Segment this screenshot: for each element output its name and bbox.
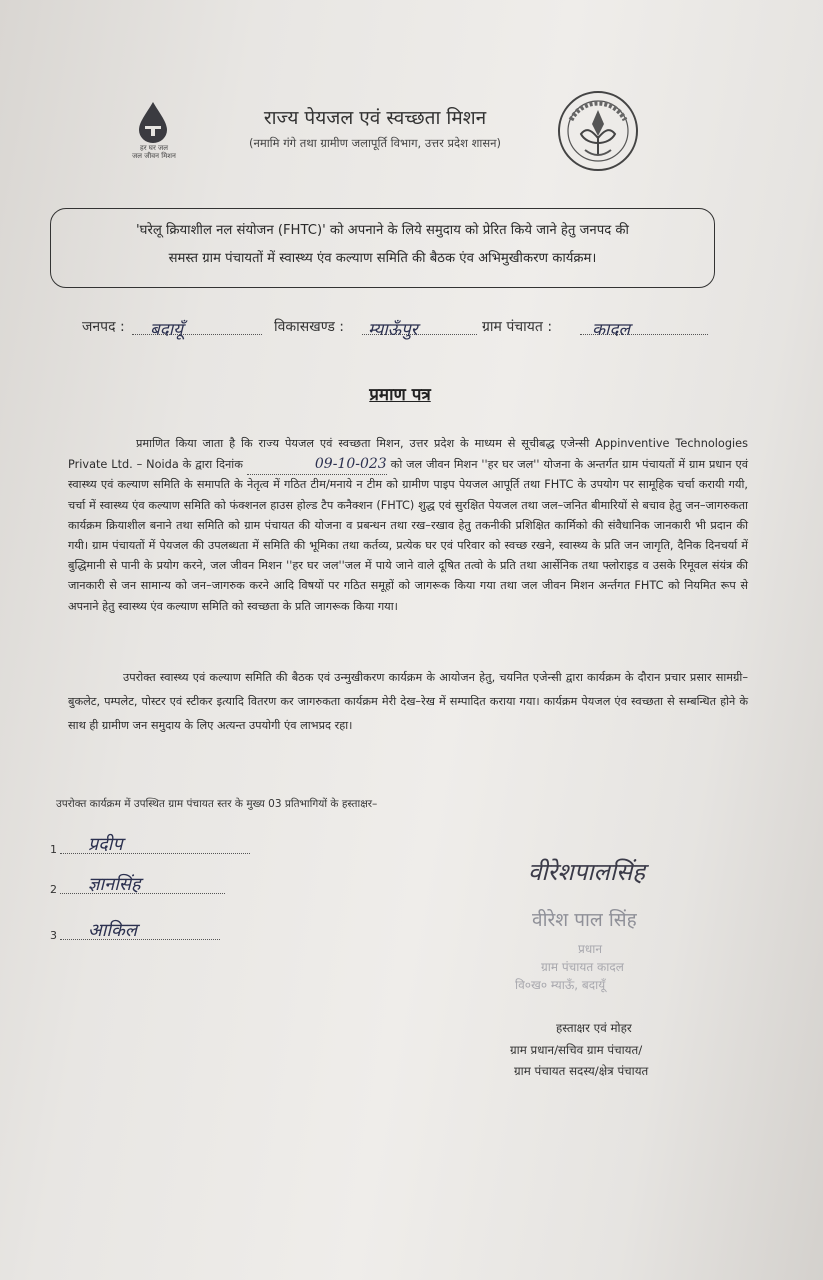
panchayat-label: ग्राम पंचायत : bbox=[482, 319, 553, 335]
location-fields bbox=[72, 317, 752, 347]
block-label: विकासखण्ड : bbox=[274, 319, 345, 335]
participant-number: 1 bbox=[50, 843, 57, 856]
participants-note: उपरोक्त कार्यक्रम में उपस्थित ग्राम पंचायत स्तर के मुख्य 03 प्रतिभागियों के हस्ताक्षर– bbox=[56, 798, 378, 810]
up-government-emblem-icon bbox=[557, 90, 639, 172]
participant-number: 2 bbox=[50, 883, 57, 896]
paragraph1-before-date: प्रमाणित किया जाता है कि राज्य पेयजल एवं स्वच्छता मिशन, उत्तर प्रदेश के माध्यम से सूचीबद्ध एजेन्सी Appinventive Technologies Private Ltd. – Noida के द्वारा दिनांक bbox=[68, 437, 748, 472]
paragraph1-after-date: को जल जीवन मिशन ''हर घर जल'' योजना के अन्तर्गत ग्राम पंचायतों में ग्राम प्रधान एवं स्वास्थ्य एवं कल्याण समिति के समापति के नेतृत्व में गठित टीम/मनाये न टीम को ग्रामीण पाइप पेयजल आपूर्ति तथा FHTC के उपयोग पर सामूहिक चर्चा करायी गयी, चर्चा में स्वास्थ्य एंव कल्याण समिति को फंक्शनल हाउस होल्ड टैप कनैक्शन (FHTC) शुद्ध एवं सुरक्षित पेयजल तथा जल–जनित बीमारियों से बचाव हेतु जन–जागरुकता कार्यक्रम क्रियाशील बनाने तथा समिति को ग्राम पंचायत की योजना व प्रबन्धन तथा रख–रखाव हेतु तकनीकी प्रशिक्षित कार्मिको की संवैधानिक जानकारी भी प्रदान की गयी। ग्राम पंचायतों में पेयजल की उपलब्धता में समिति की भूमिका तथा कर्तव्य, प्रत्येक घर एवं परिवार को स्वच्छ रखने, स्वास्थ्य के प्रति जन जागृति, दैनिक दिनचर्या में बुद्धिमानी से पानी के प्रयोग करने, जल जीवन मिशन ''हर घर जल''जल में पाये जाने वाले दूषित तत्वो के प्रति तथा आर्सेनिक तथा फ्लोराइड व उसके रिमूवल संयंत्र की जानकारी से जन सामान्य को जन–जागरुक करने आदि विषयों पर गठित समूहों को जागरूक किया गया तथा जल जीवन मिशन अर्न्तगत FHTC को नियमित रूप से अपनाने हेतु स्वास्थ्य एंव कल्याण समिति को स्वच्छता के प्रति जागरूक किया गया। bbox=[68, 458, 748, 613]
participant-number: 3 bbox=[50, 929, 57, 942]
participant-signature-row bbox=[50, 872, 245, 898]
header-title: राज्य पेयजल एवं स्वच्छता मिशन bbox=[263, 107, 487, 129]
certificate-title: प्रमाण पत्र bbox=[369, 385, 431, 405]
block-value: म्याऊँपुर bbox=[368, 320, 418, 340]
signature-dotline bbox=[60, 893, 225, 894]
signatory-roles-line-1: ग्राम प्रधान/सचिव ग्राम पंचायत/ bbox=[510, 1043, 643, 1057]
participant-signature: प्रदीप bbox=[88, 834, 123, 855]
program-date: 09-10-023 bbox=[247, 454, 387, 475]
header-subtitle: (नमामि गंगे तथा ग्रामीण जलापूर्ति विभाग, उत्तर प्रदेश शासन) bbox=[248, 136, 502, 150]
participant-signature: ज्ञानसिंह bbox=[88, 874, 141, 895]
signatory-roles-line-2: ग्राम पंचायत सदस्य/क्षेत्र पंचायत bbox=[514, 1064, 649, 1078]
banner-line-1: 'घरेलू क्रियाशील नल संयोजन (FHTC)' को अपनाने के लिये समुदाय को प्रेरित किये जाने हेतु जनपद की bbox=[136, 223, 629, 238]
certificate-paragraph-2: उपरोक्त स्वास्थ्य एवं कल्याण समिति की बैठक एवं उन्मुखीकरण कार्यक्रम के आयोजन हेतु, चयनित एजेन्सी द्वारा कार्यक्रम के दौरान प्रचार प्रसार सामग्री–बुकलेट, पम्पलेट, पोस्टर एवं स्टीकर इत्यादि वितरण कर जागरुकता कार्यक्रम मेरी देख–रेख में सम्पादित कराया गया। कार्यक्रम पेयजल एंव स्वच्छता से सम्बन्धित होने के साथ ही ग्रामीण जन समुदाय के लिए अत्यन्त उपयोगी एंव लाभप्रद रहा। bbox=[68, 671, 748, 732]
signature-dotline bbox=[60, 939, 220, 940]
participant-signature-row bbox=[50, 832, 270, 858]
participant-signature: आकिल bbox=[88, 920, 138, 941]
certificate-paragraph-1 bbox=[68, 434, 748, 617]
stamp-designation: प्रधान bbox=[578, 942, 602, 956]
stamp-name: वीरेश पाल सिंह bbox=[532, 909, 637, 931]
program-title-banner bbox=[50, 208, 715, 288]
har-ghar-jal-logo bbox=[128, 100, 180, 180]
stamp-block: वि०ख० म्याऊँ, बदायूँ bbox=[515, 978, 606, 992]
district-value: बदायूँ bbox=[150, 320, 183, 340]
pradhan-signature: वीरेशपालसिंह bbox=[528, 858, 645, 886]
district-label: जनपद : bbox=[82, 319, 125, 335]
participant-signature-row bbox=[50, 918, 240, 944]
sign-seal-label: हस्ताक्षर एवं मोहर bbox=[556, 1021, 632, 1035]
stamp-panchayat: ग्राम पंचायत कादल bbox=[541, 960, 624, 974]
panchayat-value: कादल bbox=[592, 320, 631, 340]
water-drop-icon bbox=[136, 100, 170, 144]
logo-tagline: हर घर जल जल जीवन मिशन bbox=[132, 144, 176, 160]
official-stamp bbox=[515, 936, 715, 996]
banner-line-2: समस्त ग्राम पंचायतों में स्वास्थ्य एंव कल्याण समिति की बैठक एंव अभिमुखीकरण कार्यक्रम। bbox=[168, 251, 597, 266]
